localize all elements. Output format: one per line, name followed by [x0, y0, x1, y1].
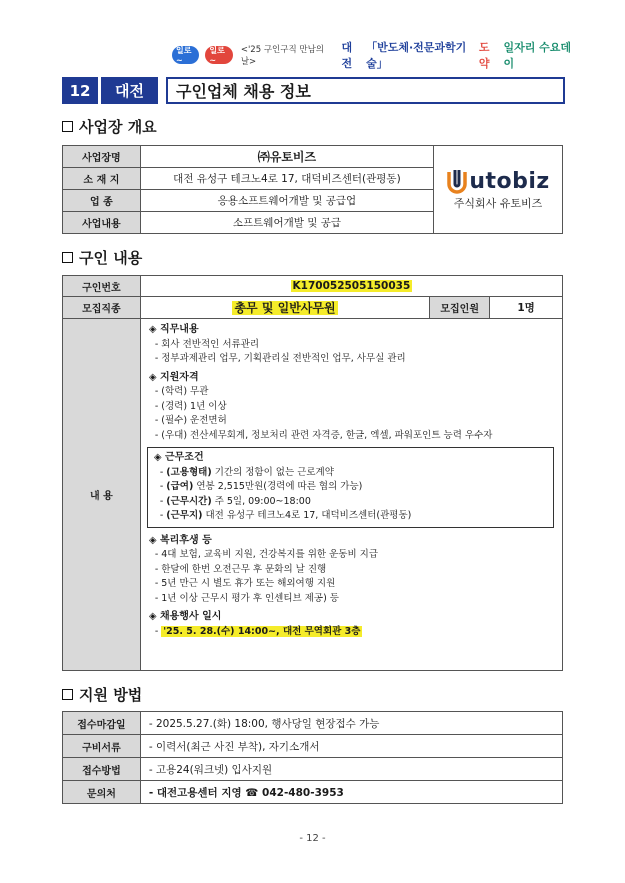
job-table — [62, 275, 563, 671]
condition-text: 대전 유성구 테크노4로 17, 대덕비즈센터(관평동) — [202, 510, 412, 521]
company-number: 12 — [62, 77, 98, 104]
banner-title-field: 「반도체·전문과학기술」 — [366, 41, 467, 70]
page-title: 구인업체 채용 정보 — [166, 77, 565, 104]
list-item: - (우대) 전산세무회계, 정보처리 관련 자격증, 한글, 엑셀, 파워포인트 능력 우수자 — [154, 429, 493, 441]
apply-contact: - 대전고용센터 지영 ☎ 042-480-3953 — [140, 781, 562, 804]
checkbox-square-icon — [62, 689, 73, 700]
job-type-value: 총무 및 일반사무원 — [234, 301, 336, 315]
company-business: 소프트웨어개발 및 공급 — [140, 212, 433, 234]
section-title: 지원 방법 — [79, 686, 143, 704]
headcount-label: 모집인원 — [430, 297, 490, 319]
section-heading-job — [62, 247, 142, 268]
overview-label: 사업장명 — [63, 146, 141, 168]
list-item: - 4대 보험, 교육비 지원, 건강복지를 위한 운동비 지급 — [154, 549, 379, 560]
list-item: - 정부과제관리 업무, 기획관리실 전반적인 업무, 사무실 관리 — [154, 353, 406, 364]
headcount-value: 1명 — [490, 297, 563, 319]
job-id-value: K170052505150035 — [292, 280, 411, 292]
condition-text: 연봉 2,515만원(경력에 따른 협의 가능) — [193, 481, 363, 492]
job-content — [140, 319, 562, 671]
list-item: - 한달에 한번 오전근무 후 문화의 날 진행 — [154, 563, 327, 575]
banner-title-day: 일자리 수요데이 — [503, 41, 572, 70]
logo-company-name: 주식회사 유토비즈 — [453, 197, 543, 210]
apply-method: - 고용24(워크넷) 입사지원 — [140, 758, 562, 781]
condition-key: (근무시간) — [166, 495, 212, 507]
list-item: - 1년 이상 근무시 평가 후 인센티브 제공) 등 — [154, 592, 339, 604]
table-row — [63, 712, 563, 735]
list-item: - (학력) 무관 — [154, 386, 209, 397]
city-label: 대전 — [101, 77, 158, 104]
condition-text: 주 5일, 09:00~18:00 — [211, 495, 311, 507]
table-row — [63, 758, 563, 781]
section-title: 사업장 개요 — [79, 118, 157, 136]
table-row — [63, 276, 563, 297]
job-id-label: 구인번호 — [63, 276, 141, 297]
job-type-label: 모집직종 — [63, 297, 141, 319]
checkbox-square-icon — [62, 121, 73, 132]
event-logo-right: 일로~ — [205, 46, 232, 64]
section-title: 구인 내용 — [79, 249, 143, 267]
conditions-title: ◈ 근무조건 — [153, 452, 204, 463]
list-item: - (근무지) 대전 유성구 테크노4로 17, 대덕비즈센터(관평동) — [159, 510, 412, 521]
overview-label: 사업내용 — [63, 212, 141, 234]
event-banner — [172, 41, 572, 70]
section-heading-apply — [62, 684, 142, 705]
event-dash: - — [154, 625, 162, 637]
job-id — [140, 276, 562, 297]
apply-label: 접수마감일 — [63, 712, 141, 735]
banner-subtitle: <'25 구인구직 만남의 날> — [240, 45, 324, 67]
list-item: - 회사 전반적인 서류관리 — [154, 338, 260, 350]
list-item: - (경력) 1년 이상 — [154, 400, 227, 412]
overview-label: 소 재 지 — [63, 168, 141, 190]
table-row — [63, 319, 563, 671]
condition-text: 기간의 정함이 없는 근로계약 — [211, 466, 334, 478]
welfare-title: ◈ 복리후생 등 — [148, 534, 212, 546]
page-title-row — [62, 77, 565, 104]
checkbox-square-icon — [62, 252, 73, 263]
table-row — [63, 146, 563, 168]
list-item: - (고용형태) 기간의 정함이 없는 근로계약 — [159, 466, 334, 478]
list-item: - 5년 만근 시 별도 휴가 또는 해외여행 지원 — [154, 578, 336, 589]
apply-table — [62, 711, 563, 804]
event-title: ◈ 채용행사 일시 — [148, 611, 222, 622]
event-logo-left: 일로~ — [172, 46, 199, 64]
conditions-box — [147, 447, 554, 528]
table-row — [63, 297, 563, 319]
section-heading-overview — [62, 116, 157, 137]
duties-title: ◈ 직무내용 — [148, 324, 199, 335]
condition-key: (고용형태) — [166, 466, 212, 478]
page-number: - 12 - — [299, 833, 326, 844]
banner-title-city: 대전 — [341, 41, 353, 70]
condition-key: (급여) — [166, 481, 194, 492]
apply-label: 문의처 — [63, 781, 141, 804]
apply-documents: - 이력서(최근 사진 부착), 자기소개서 — [140, 735, 562, 758]
overview-label: 업 종 — [63, 190, 141, 212]
company-industry: 응용소프트웨어개발 및 공급업 — [140, 190, 433, 212]
logo-word: utobiz — [469, 168, 550, 194]
table-row — [63, 735, 563, 758]
company-logo — [434, 146, 563, 234]
apply-deadline: - 2025.5.27.(화) 18:00, 행사당일 현장접수 가능 — [140, 712, 562, 735]
company-address: 대전 유성구 테크노4로 17, 대덕비즈센터(관평동) — [140, 168, 433, 190]
condition-key: (근무지) — [166, 510, 203, 521]
apply-label: 접수방법 — [63, 758, 141, 781]
overview-table — [62, 145, 563, 234]
job-type — [140, 297, 429, 319]
list-item: - (급여) 연봉 2,515만원(경력에 따른 협의 가능) — [159, 481, 363, 492]
list-item: - (근무시간) 주 5일, 09:00~18:00 — [159, 495, 311, 507]
list-item: - (필수) 운전면허 — [154, 415, 227, 426]
company-name: ㈜유토비즈 — [140, 146, 433, 168]
banner-title-leap: 도약 — [478, 41, 490, 70]
event-datetime: '25. 5. 28.(수) 14:00~, 대전 무역회관 3층 — [163, 625, 361, 637]
list-item — [149, 625, 554, 640]
apply-label: 구비서류 — [63, 735, 141, 758]
content-label: 내 용 — [63, 319, 141, 671]
utobiz-logo-icon — [446, 168, 468, 194]
qualifications-title: ◈ 지원자격 — [148, 371, 199, 383]
table-row — [63, 781, 563, 804]
